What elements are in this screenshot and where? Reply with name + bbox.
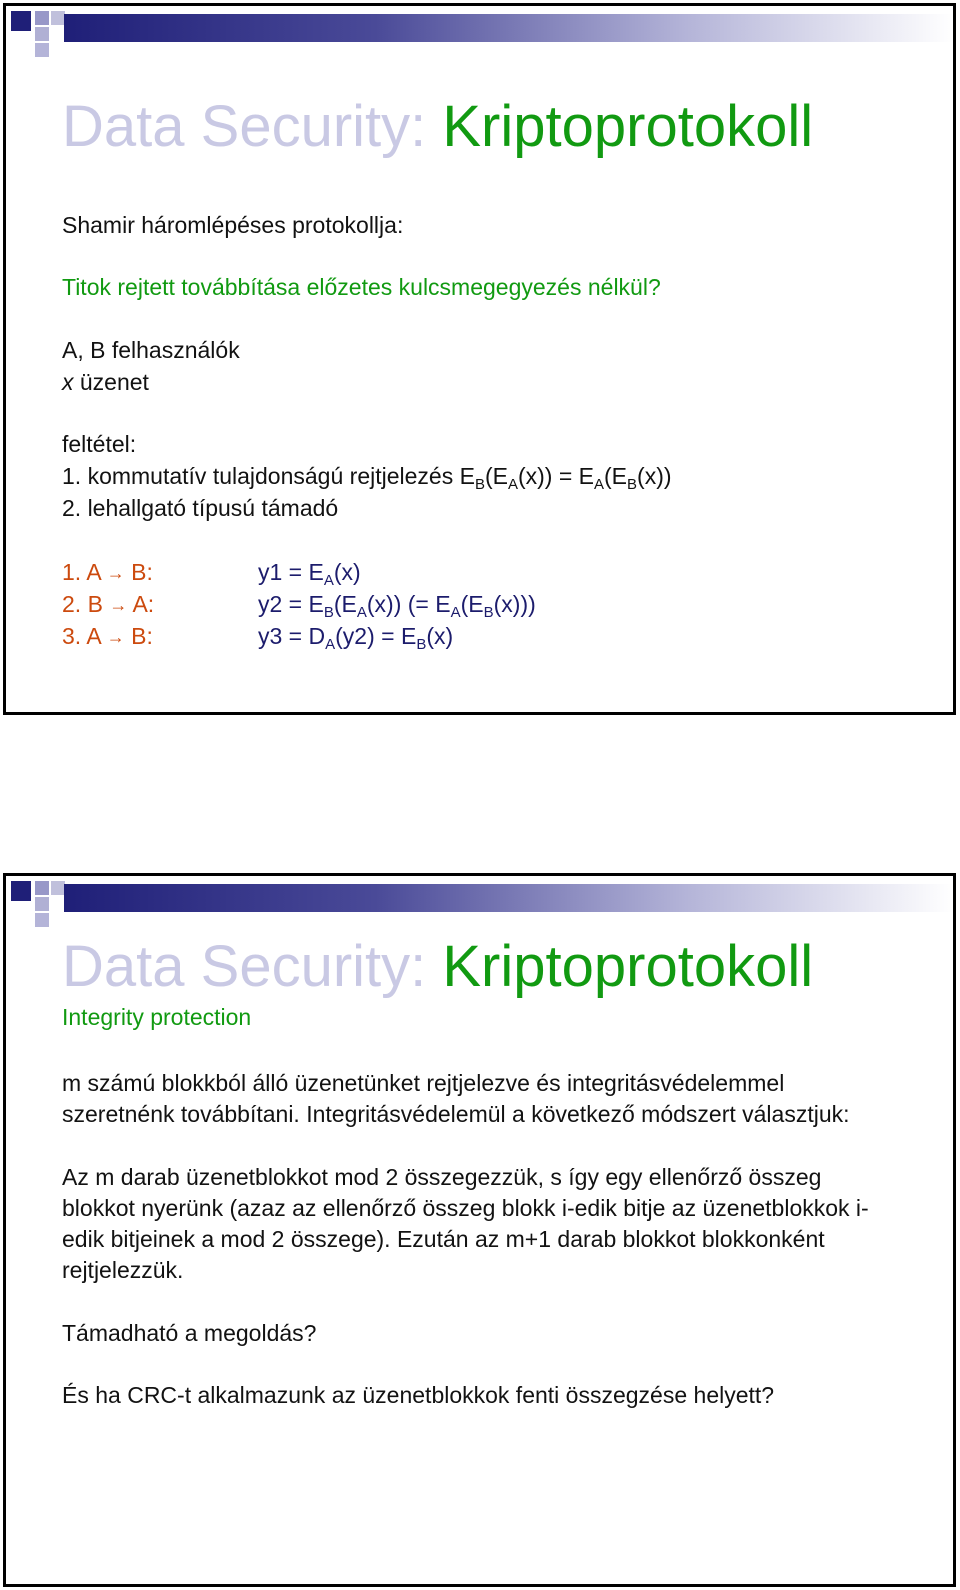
protocol-step-3: 3. A → B: $y3 = D_A(y2) = E_B(x)$ xyxy=(62,623,454,653)
decor-square-light xyxy=(35,913,49,927)
decor-square-dark xyxy=(11,881,31,901)
slide-subtitle: Integrity protection xyxy=(62,1004,252,1030)
decor-square-light xyxy=(35,897,49,911)
step-2-equation: $y2 = E_B(E_A(x))$ (= $E_A(E_B(x))$) xyxy=(258,591,536,621)
protocol-step-1: 1. A → B: $y1 = E_A(x)$ xyxy=(62,559,361,589)
title-main: Kriptoprotokoll xyxy=(442,94,814,159)
message-word: üzenet xyxy=(73,369,149,395)
paragraph-2-line: edik bitjeinek a mod 2 összege). Ezután az m+1 darab blokkot blokkonként xyxy=(62,1226,825,1252)
slide-title xyxy=(62,934,814,999)
paragraph-2-line: Az m darab üzenetblokkot mod 2 összegezzük, s így egy ellenőrző összeg xyxy=(62,1164,822,1190)
title-prefix: Data Security: xyxy=(62,94,443,159)
condition-label: feltétel: xyxy=(62,431,137,457)
users-line: A, B felhasználók xyxy=(62,337,240,363)
paragraph-2-line: blokkot nyerünk (azaz az ellenőrző összeg blokk i-edik bitje az üzenetblokkok i- xyxy=(62,1195,869,1221)
arrow-right-icon: → xyxy=(106,627,125,647)
header-gradient-band xyxy=(64,884,953,912)
decor-square-light xyxy=(35,881,49,895)
decor-square-light xyxy=(35,43,49,57)
arrow-right-icon: → xyxy=(109,595,128,615)
question-1: Támadható a megoldás? xyxy=(62,1320,317,1346)
decor-square-light xyxy=(35,11,49,25)
title-main: Kriptoprotokoll xyxy=(442,934,814,999)
slide-title xyxy=(62,94,814,159)
condition-2: 2. lehallgató típusú támadó xyxy=(62,495,339,521)
protocol-question: Titok rejtett továbbítása előzetes kulcsmegegyezés nélkül? xyxy=(62,274,661,300)
protocol-heading: Shamir háromlépéses protokollja: xyxy=(62,212,404,238)
step-1-equation: $y1 = E_A(x)$ xyxy=(258,559,361,589)
header-gradient-band xyxy=(64,14,953,42)
title-prefix: Data Security: xyxy=(62,934,443,999)
question-2: És ha CRC-t alkalmazunk az üzenetblokkok fenti összegzése helyett? xyxy=(62,1382,775,1408)
condition-1: 1. kommutatív tulajdonságú rejtjelezés $E_B(E_A(x)) = E_A(E_B(x))$ xyxy=(62,463,672,493)
message-variable: x xyxy=(62,369,74,395)
step-3-equation: $y3 = D_A(y2) = E_B(x)$ xyxy=(258,623,454,653)
slide-integrity-protection xyxy=(3,873,956,1587)
decor-square-dark xyxy=(11,11,31,31)
slide-shamir-protocol xyxy=(3,3,956,715)
paragraph-2-line: rejtjelezzük. xyxy=(62,1257,184,1283)
paragraph-1-line: m számú blokkból álló üzenetünket rejtjelezve és integritásvédelemmel xyxy=(62,1070,785,1096)
decor-square-light xyxy=(51,881,65,895)
decor-square-light xyxy=(35,27,49,41)
arrow-right-icon: → xyxy=(106,563,125,583)
protocol-step-2: 2. B → A: $y2 = E_B(E_A(x))$ (= $E_A(E_B(x))$) xyxy=(62,591,536,621)
message-line xyxy=(62,371,149,394)
paragraph-1-line: szeretnénk továbbítani. Integritásvédelemül a következő módszert választjuk: xyxy=(62,1101,850,1127)
decor-square-light xyxy=(51,11,65,25)
slide-header-decoration xyxy=(6,6,953,76)
